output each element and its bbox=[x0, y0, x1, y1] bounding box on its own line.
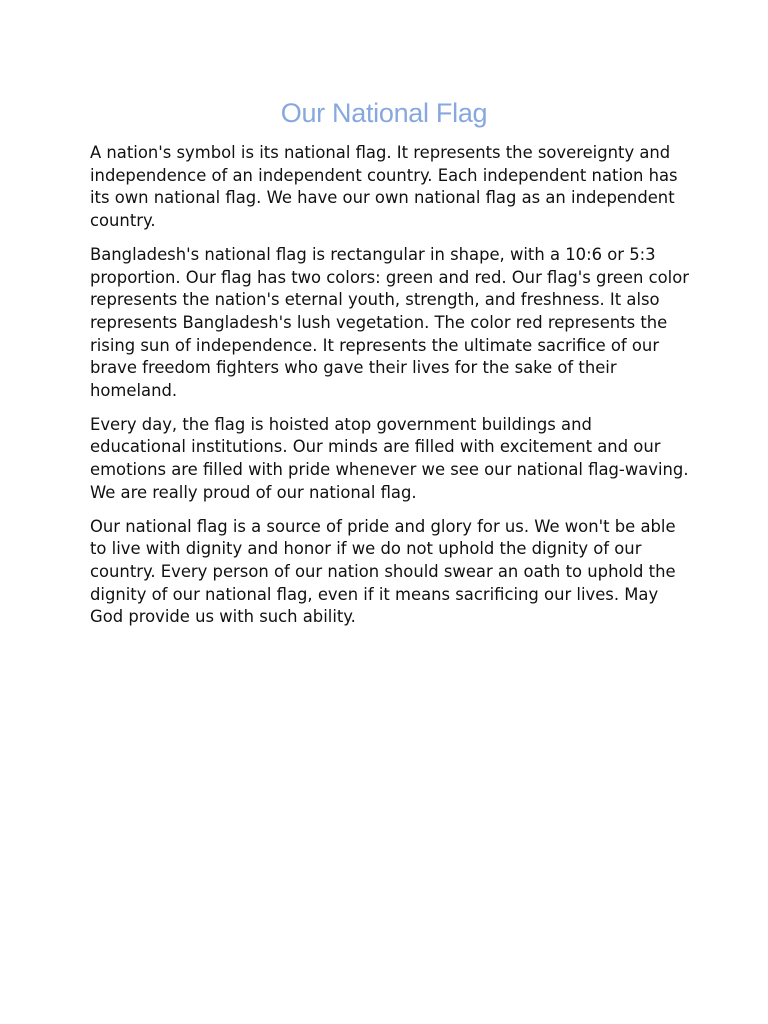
paragraph-4: Our national flag is a source of pride and glory for us. We won't be able to live with dignity and honor if we do not uphold the dignity of our country. Every person of our nation should swear an oath to uphold the dignity of our national flag, even if it means sacrificing our lives. May God provide us with such ability. bbox=[90, 516, 676, 627]
paragraph-3: Every day, the flag is hoisted atop government buildings and educational institutions. Our minds are filled with excitement and our emotions are filled with pride whenever we see our national flag-waving. We are really proud of our national flag. bbox=[90, 414, 689, 502]
paragraph-1: A nation's symbol is its national flag. It represents the sovereignty and independence of an independent country. Each independent nation has its own national flag. We have our own national flag as an independent country. bbox=[90, 143, 678, 231]
paragraph-2: Bangladesh's national flag is rectangular in shape, with a 10:6 or 5:3 proportion. Our flag has two colors: green and red. Our flag's green color represents the nation's eternal youth, strength, and freshness. It also represents Bangladesh's lush vegetation. The color red represents the rising sun of independence. It represents the ultimate sacrifice of our brave freedom fighters who gave their lives for the sake of their homeland. bbox=[90, 244, 689, 401]
page-title: Our National Flag bbox=[280, 98, 488, 128]
document-body bbox=[90, 142, 690, 640]
